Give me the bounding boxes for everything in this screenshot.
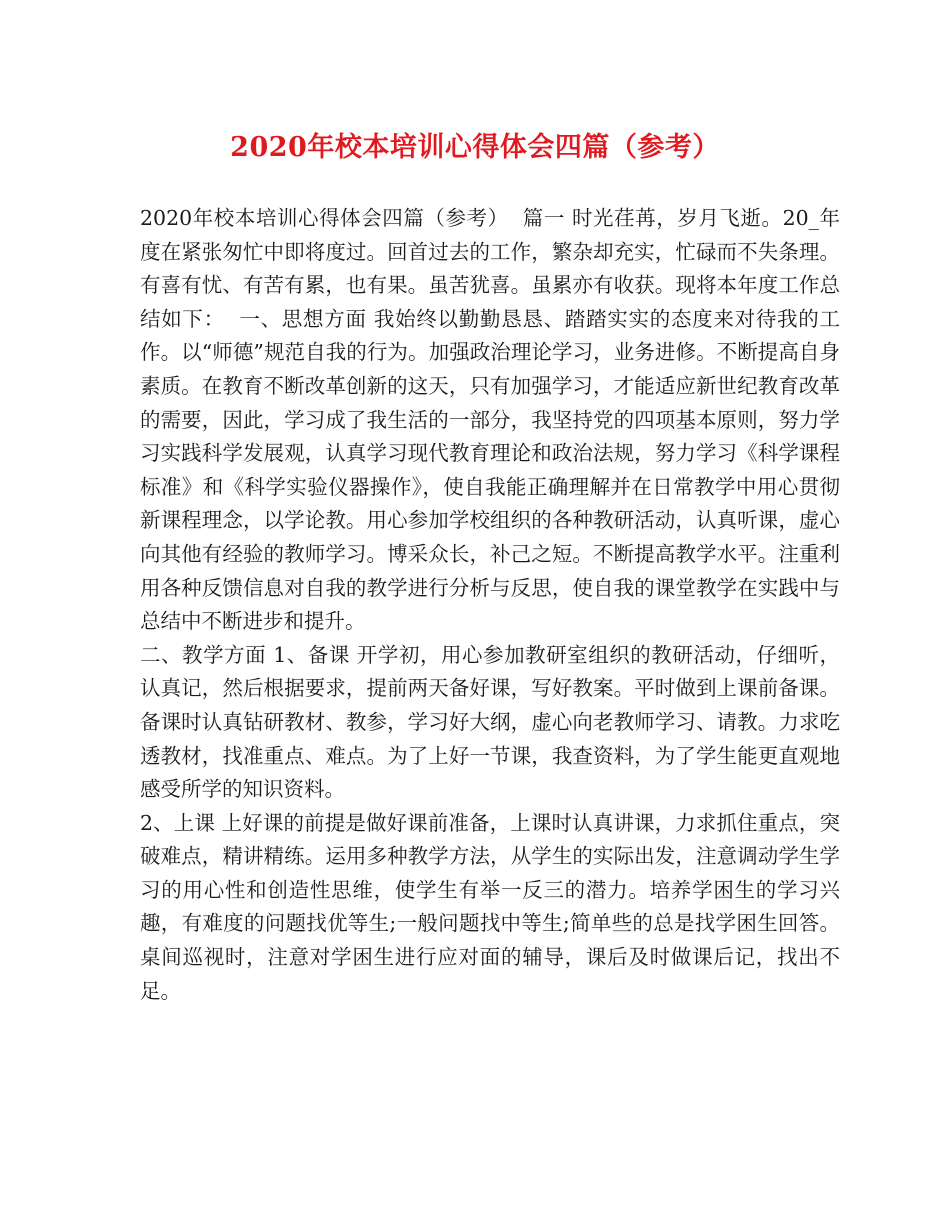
paragraph-1: 2020年校本培训心得体会四篇（参考） 篇一 时光荏苒，岁月飞逝。20_年度在紧张匆忙中即将度过。回首过去的工作，繁杂却充实，忙碌而不失条理。有喜有忧、有苦有累，也有果。虽苦犹喜。虽累亦有收获。现将本年度工作总结如下： 一、思想方面 我始终以勤勤恳恳、踏踏实实的态度来对待我的工作。以“师德”规范自我的行为。加强政治理论学习，业务进修。不断提高自身素质。在教育不断改革创新的这天，只有加强学习，才能适应新世纪教育改革的需要，因此，学习成了我生活的一部分，我坚持党的四项基本原则，努力学习实践科学发展观，认真学习现代教育理论和政治法规，努力学习《科学课程标准》和《科学实验仪器操作》，使自我能正确理解并在日常教学中用心贯彻新课程理念，以学论教。用心参加学校组织的各种教研活动，认真听课，虚心向其他有经验的教师学习。博采众长，补己之短。不断提高教学水平。注重利用各种反馈信息对自我的教学进行分析与反思，使自我的课堂教学在实践中与总结中不断进步和提升。 [140, 206, 840, 634]
document-title: 2020年校本培训心得体会四篇（参考） [230, 132, 720, 163]
paragraph-2: 二、教学方面 1、备课 开学初，用心参加教研室组织的教研活动，仔细听，认真记，然后根据要求，提前两天备好课，写好教案。平时做到上课前备课。备课时认真钻研教材、教参，学习好大纲，虚心向老教师学习、请教。力求吃透教材，找准重点、难点。为了上好一节课，我查资料，为了学生能更直观地感受所学的知识资料。 [140, 642, 840, 802]
document-body [140, 202, 840, 1008]
paragraph-3: 2、上课 上好课的前提是做好课前准备，上课时认真讲课，力求抓住重点，突破难点，精讲精练。运用多种教学方法，从学生的实际出发，注意调动学生学习的用心性和创造性思维，使学生有举一反三的潜力。培养学困生的学习兴趣，有难度的问题找优等生;一般问题找中等生;简单些的总是找学困生回答。桌间巡视时，注意对学困生进行应对面的辅导，课后及时做课后记，找出不足。 [140, 810, 840, 1003]
